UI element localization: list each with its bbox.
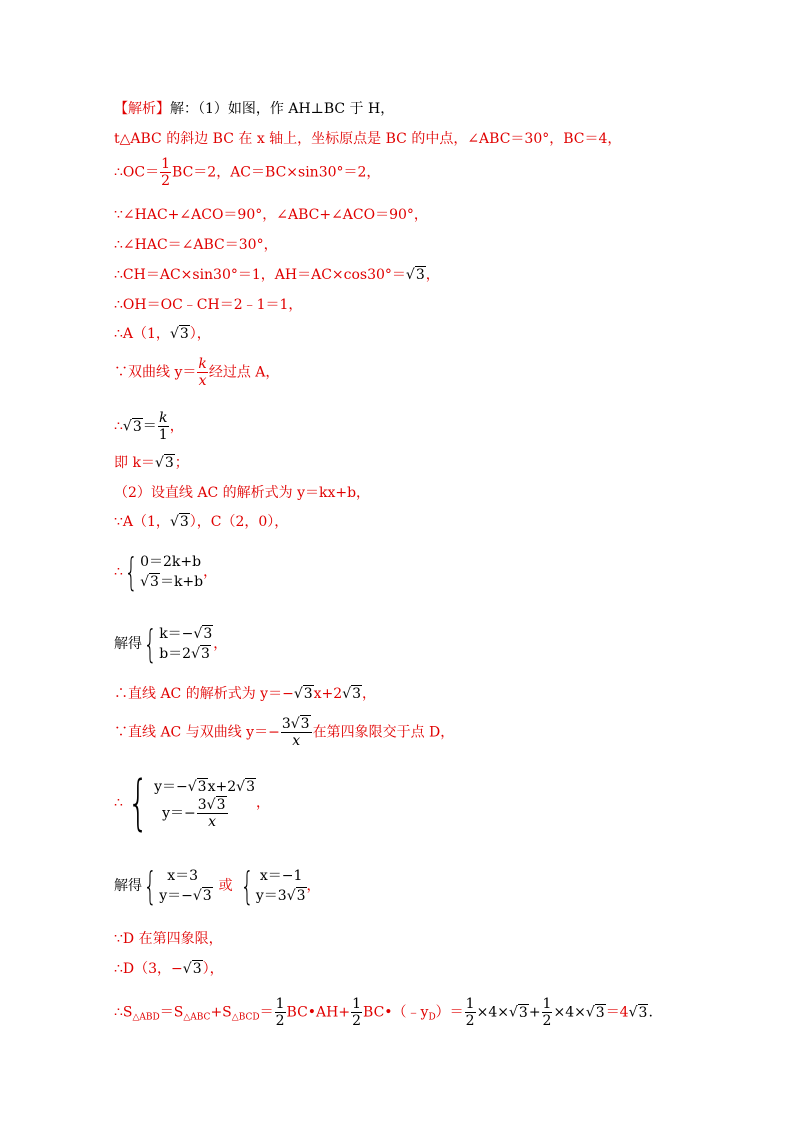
times-4: ×4× [553,1004,586,1021]
line-13-pre: ∵A（1， [114,514,170,530]
fraction-half: $\frac{1}{2}$ [275,996,285,1029]
line-20 [114,930,223,948]
line-21 [114,960,224,978]
line-8 [114,325,211,343]
sqrt-3: √3 [169,326,189,342]
line-11 [114,454,189,472]
line-20-text: ∵D 在第四象限， [114,931,223,947]
line-8-pre: ∴A（1， [114,326,170,342]
fraction-k-over-1: $\frac{k}{1}$ [158,410,168,443]
line-18 [114,768,270,838]
line-9-post: 经过点 A， [208,364,280,381]
line-7-text: ∴OH＝OC﹣CH＝2﹣1＝1， [114,297,303,313]
line-16-post: ， [362,686,377,702]
line-6 [114,266,440,284]
or-label: 或 [218,878,233,894]
line-17-pre: ∵直线 AC 与双曲线 y＝− [114,724,280,741]
subscript-d: D [428,1012,436,1023]
left-brace: { [143,864,157,908]
area-s: ∴S [114,1004,133,1021]
line-12 [114,484,370,502]
sqrt-3: √3 [182,961,202,977]
analysis-label: 【解析】 [114,101,170,117]
line-2-text: t△ABC 的斜边 BC 在 x 轴上，坐标原点是 BC 的中点，∠ABC＝30°，BC＝4， [114,131,622,147]
line-18-pre: ∴ [114,795,123,811]
line-19 [114,866,321,906]
fraction-k-over-x: $\frac{k}{x}$ [198,356,207,389]
sqrt-3: √3 [508,1004,528,1021]
subscript-bcd: △BCD [231,1012,260,1023]
line-16-mid: x+2 [313,686,343,702]
line-10-post: ， [169,418,184,435]
line-13 [114,513,288,531]
line-16 [114,685,376,703]
line-15-pre: 解得 [114,636,142,652]
line-4-text: ∵∠HAC+∠ACO＝90°，∠ABC+∠ACO＝90°， [114,207,428,223]
line-10 [114,410,184,443]
line-8-post: ）， [189,326,211,342]
line-1-text: 解：（1）如图，作 AH⊥BC 于 H， [170,101,395,117]
line-22 [114,996,653,1029]
line-18-comma: ， [255,795,270,811]
term-bc-ah: BC•AH+ [286,1004,351,1021]
sqrt-3: √3 [585,1004,605,1021]
close-eq: ）＝ [435,1004,464,1021]
line-10-pre: ∴ [114,418,123,435]
sqrt-3: √3 [122,418,142,435]
line-11-pre: 即 k＝ [114,455,155,471]
line-17 [114,716,454,749]
left-brace: { [143,622,157,666]
line-7 [114,296,302,314]
subscript-abd: △ABD [132,1012,160,1023]
result-4: ＝4 [605,1004,629,1021]
equation-system-1: 0＝2k+b √3＝k+b [140,554,204,590]
line-10-eq: ＝ [142,418,157,435]
sqrt-3: √3 [154,455,174,471]
term-bc-yd: BC•（﹣y [363,1004,429,1021]
solution-system-1: k＝−√3 b＝2√3 [159,626,213,662]
line-5 [114,236,278,254]
sqrt-3: √3 [293,686,313,702]
fraction-3sqrt3-over-x: $\frac{3√3}{x}$ [281,716,310,749]
line-19-comma: ， [306,878,321,894]
eq-s: ＝S [159,1004,184,1021]
period: . [648,1004,653,1021]
line-11-post: ； [174,455,189,471]
line-5-text: ∴∠HAC＝∠ABC＝30°， [114,237,278,253]
line-3-post: BC＝2，AC＝BC×sin30°＝2， [172,164,381,181]
left-brace: { [127,768,149,838]
line-4 [114,206,428,224]
solution-a: x＝3 y＝−√3 [159,868,212,904]
line-17-post: 在第四象限交于点 D， [312,724,455,741]
equals: ＝ [259,1004,274,1021]
line-12-text: （2）设直线 AC 的解析式为 y＝kx+b， [114,485,371,501]
sqrt-3: √3 [342,686,362,702]
fraction-half: $\frac{1}{2}$ [465,996,475,1029]
line-2 [114,130,621,148]
line-21-pre: ∴D（3，− [114,961,183,977]
fraction-half: $\frac{1}{2}$ [352,996,362,1029]
line-19-pre: 解得 [114,878,142,894]
line-14-pre: ∴ [114,564,123,580]
line-1 [114,100,394,118]
line-14-comma: ， [203,564,218,580]
line-14 [114,552,217,592]
line-6-post: ， [425,267,440,283]
line-9-pre: ∵双曲线 y＝ [114,364,197,381]
line-3-pre: ∴OC＝ [114,164,160,181]
times-4: ×4× [476,1004,509,1021]
line-16-pre: ∴直线 AC 的解析式为 y＝− [114,686,294,702]
line-15-comma: ， [213,636,228,652]
equation-system-2: y＝−√3x+2√3 y＝− $\frac{3√3}{x}$ [154,778,255,830]
line-6-pre: ∴CH＝AC×sin30°＝1，AH＝AC×cos30°＝ [114,267,406,283]
fraction-half: $\frac{1}{2}$ [542,996,552,1029]
sqrt-3: √3 [169,514,189,530]
line-3 [114,156,380,189]
fraction-half: $\frac{1}{2}$ [161,156,171,189]
line-13-post: ），C（2，0）， [189,514,289,530]
sqrt-3: √3 [628,1004,648,1021]
line-21-post: ）， [202,961,224,977]
solution-b: x＝−1 y＝3√3 [255,868,306,904]
line-9 [114,356,279,389]
left-brace: { [240,864,254,908]
left-brace: { [124,550,138,594]
sqrt-3: √3 [405,267,425,283]
line-15 [114,624,227,664]
plus-s: +S [210,1004,232,1021]
subscript-abc: △ABC [183,1012,211,1023]
plus: + [528,1004,541,1021]
